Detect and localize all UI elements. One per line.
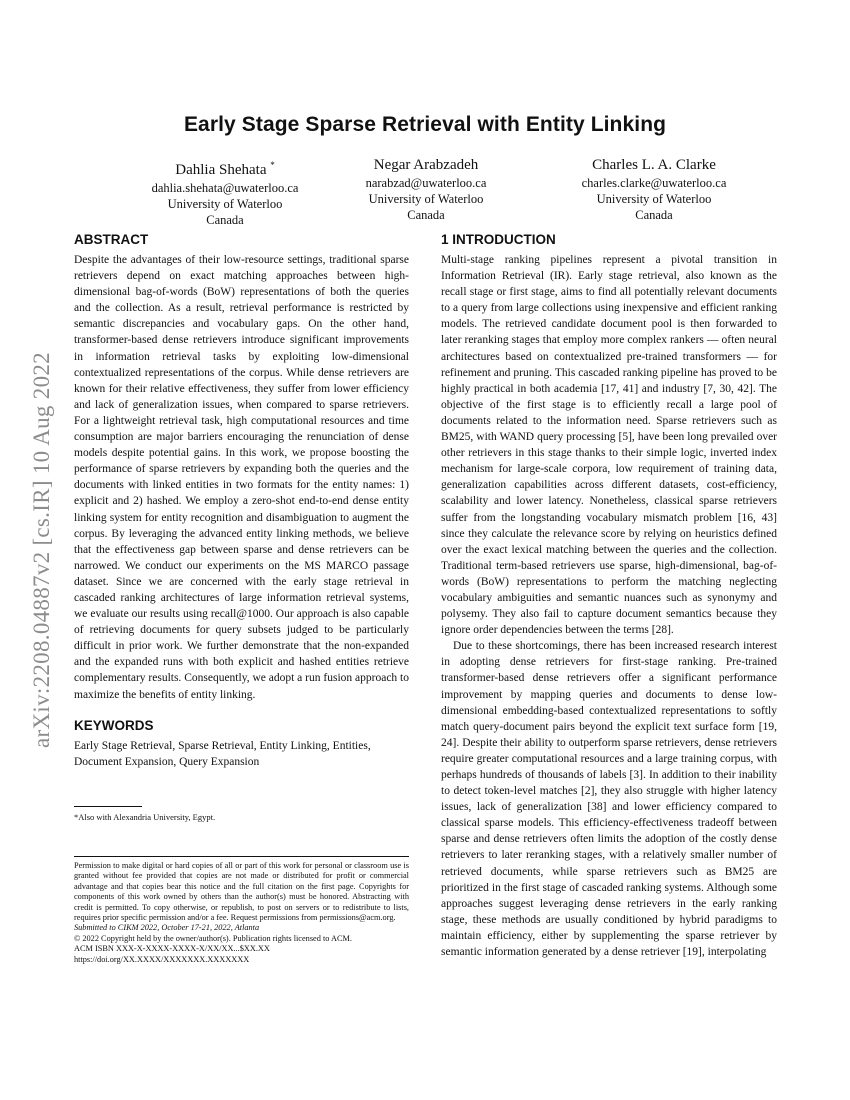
author-email: charles.clarke@uwaterloo.ca: [581, 176, 727, 190]
introduction-heading: 1 INTRODUCTION: [441, 232, 556, 247]
permission-block: [74, 861, 409, 965]
author-email: dahlia.shehata@uwaterloo.ca: [151, 181, 299, 195]
author-affiliation: University of Waterloo: [596, 192, 712, 206]
author-affiliation: University of Waterloo: [368, 192, 484, 206]
author-country: Canada: [407, 208, 445, 222]
author-country: Canada: [206, 213, 244, 227]
author-name: Negar Arabzadeh: [373, 157, 479, 173]
author-email: narabzad@uwaterloo.ca: [365, 176, 487, 190]
submission-note: Submitted to CIKM 2022, October 17-21, 2022, Atlanta: [74, 923, 260, 933]
abstract-text: Despite the advantages of their low-resource settings, traditional sparse retrievers depend on exact matching approaches between high-dimensional bag-of-words (BoW) representations of both the queries and the collection. As a result, retrieval performance is restricted by semantic discrepancies and vocabulary gaps. On the other hand, transformer-based dense retrievers introduce significant improvements in information retrieval tasks by exploiting low-dimensional contextualized representations of the corpus. While dense retrievers are known for their relative effectiveness, they suffer from lower efficiency and lack of generalization issues, when compared to sparse retrievers. For a lightweight retrieval task, high computational resources and time consumption are major barriers encouraging the renunciation of dense models despite potential gains. In this work, we propose boosting the performance of sparse retrievers by expanding both the queries and the documents with linked entities in two formats for the entity names: 1) explicit and 2) hashed. We employ a zero-shot end-to-end dense entity linking system for entity recognition and disambiguation to augment the corpus. By leveraging the advanced entity linking methods, we believe that the effectiveness gap between sparse and dense retrievers can be narrowed. We conduct our experiments on the MS MARCO passage dataset. Since we are concerned with the early stage retrieval in cascaded ranking architectures of large information retrieval systems, we evaluate our results using recall@1000. Our approach is also capable of retrieving documents for query subsets judged to be particularly difficult in prior work. We further demonstrate that the non-expanded and the expanded runs with both explicit and hashed entities retrieve complementary results. Consequently, we adopt a run fusion approach to maximize the benefits of entity linking.: [74, 254, 409, 701]
author-footnote: *Also with Alexandria University, Egypt.: [74, 812, 216, 822]
introduction-paragraph: Due to these shortcomings, there has been increased research interest in adopting dense retrievers for first-stage ranking. Pre-trained transformer-based dense retrievers offer a significant performance improvement by mapping queries and documents to dense low-dimensional embedding-based contextualized representations to softly match query-document pairs beyond the explicit text surface form [19, 24]. Despite their ability to outperform sparse retrievers, dense retrievers require greater computational resources and a large training corpus, with perhaps hundreds of thousands of labels [3]. In addition to their inability to detect token-level matches [2], they also struggle with higher latency issues, lack of generalization [38] and lower efficiency compared to classical sparse models. This efficiency-effectiveness tradeoff between sparse and dense retrievers often limits the adoption of the costly dense retrievers to later reranking stages, with a relatively smaller number of retrieved documents, while sparse retrievers such as BM25 are prioritized in the first stage of cascaded ranking systems. Although some approaches suggest leveraging dense retrievers in the early ranking stage, these methods are usually conditioned by hybrid paradigms to maintain efficiency, either by supplementing the sparse retriever by semantic information generated by a dense retriever [19], interpolating: [441, 640, 777, 959]
right-column: [441, 231, 777, 960]
author-block: [306, 155, 546, 223]
left-column: [74, 231, 409, 770]
arxiv-watermark: [2, 290, 82, 810]
author-affiliation: University of Waterloo: [167, 197, 283, 211]
copyright-line: © 2022 Copyright held by the owner/author(s). Publication rights licensed to ACM.: [74, 933, 352, 943]
arxiv-id: arXiv:2208.04887v2 [cs.IR] 10 Aug 2022: [29, 352, 55, 748]
introduction-paragraph: Multi-stage ranking pipelines represent a pivotal transition in Information Retrieval (IR). Early stage retrieval, also known as the recall stage or first stage, aims to find all potentially relevant documents to a query from large collections using inexpensive and efficient ranking models. The retrieved candidate document pool is then forwarded to later reranking stages that employ more complex rankers — often neural architectures based on contextualized pre-trained transformers — for refinement and pruning. This cascaded ranking pipeline has proved to be highly practical in both academia [17, 41] and industry [7, 30, 42]. The objective of the first stage is to efficiently recall a large pool of documents related to the information need. Sparse retrievers such as BM25, with WAND query processing [5], have been long prevailed over other retrievers in this stage thanks to their simple logic, inverted index mechanism for large-scale corpora, low requirement of training data, generalization capabilities across different datasets, cost-efficiency, scalability and lower latency. Nonetheless, classical sparse retrievers suffer from the longstanding vocabulary mismatch problem [16, 43] since they calculate the relevance score by relying on heuristics defined over the exact lexical matching between the queries and the collection. Traditional term-based retrievers use sparse, high-dimensional, bag-of-words (BoW) representations to perform the matching neglecting vocabulary ambiguities and semantic nuances such as synonymy and polysemy. They also fail to capture document semantics because they ignore order dependencies between the terms [28].: [441, 254, 777, 637]
author-block: [534, 155, 774, 223]
isbn-line: ACM ISBN XXX-X-XXXX-XXXX-X/XX/XX...$XX.XX: [74, 944, 270, 954]
author-name: Dahlia Shehata *: [175, 160, 275, 178]
author-country: Canada: [635, 208, 673, 222]
author-name: Charles L. A. Clarke: [592, 157, 716, 173]
paper-title: Early Stage Sparse Retrieval with Entity Linking: [183, 113, 667, 136]
permission-divider: [74, 856, 409, 857]
abstract-heading: ABSTRACT: [74, 232, 149, 247]
keywords-heading: KEYWORDS: [74, 717, 154, 733]
footnote-divider: [74, 806, 142, 807]
doi-link[interactable]: https://doi.org/XX.XXXX/XXXXXXX.XXXXXXX: [74, 954, 250, 964]
keywords-text: Early Stage Retrieval, Sparse Retrieval, Entity Linking, Entities, Document Expansion, Query Expansion: [74, 739, 371, 768]
permission-text: Permission to make digital or hard copies of all or part of this work for personal or classroom use is granted without fee provided that copies are not made or distributed for profit or commercial advantage and that copies bear this notice and the full citation on the first page. Copyrights for components of this work owned by others than the author(s) must be honored. Abstracting with credit is permitted. To copy otherwise, or republish, to post on servers or to redistribute to lists, requires prior specific permission and/or a fee. Request permissions from permissions@acm.org.: [74, 861, 409, 923]
author-footnote-mark: *: [270, 160, 275, 170]
